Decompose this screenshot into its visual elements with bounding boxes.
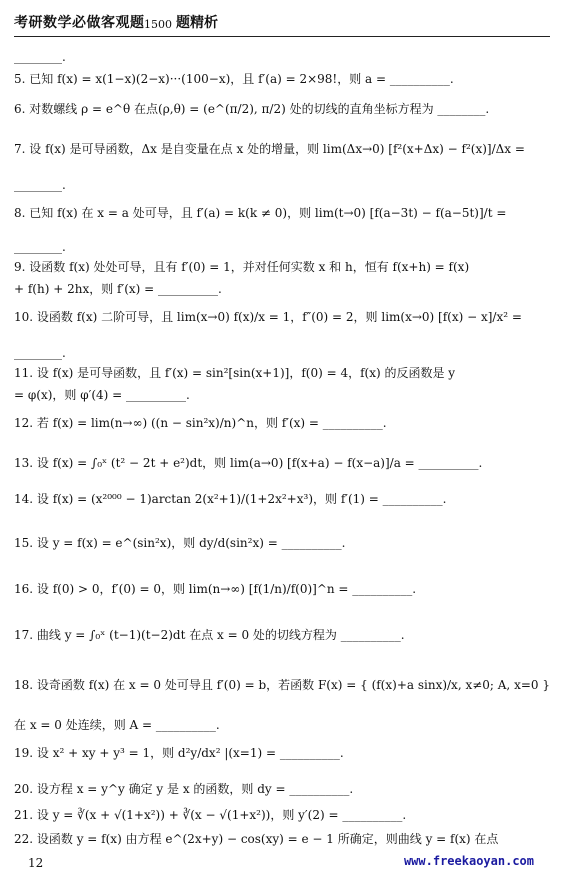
- problem-line: 10. 设函数 f(x) 二阶可导，且 lim(x→0) f(x)/x = 1，f″(0) = 2，则 lim(x→0) [f(x) − x]/x² =: [14, 310, 522, 324]
- problem-line: ________.: [14, 50, 66, 64]
- problem-line: 18. 设奇函数 f(x) 在 x = 0 处可导且 f′(0) = b，若函数 F(x) = { (f(x)+a sinx)/x, x≠0; A, x=0 }: [14, 678, 550, 692]
- problem-line: + f(h) + 2hx，则 f′(x) = __________.: [14, 282, 222, 296]
- problem-line: 13. 设 f(x) = ∫₀ˣ (t² − 2t + e²)dt，则 lim(a→0) [f(x+a) − f(x−a)]/a = __________.: [14, 456, 483, 470]
- problem-line: ________.: [14, 346, 66, 360]
- problem-line: 17. 曲线 y = ∫₀ˣ (t−1)(t−2)dt 在点 x = 0 处的切线方程为 __________.: [14, 628, 405, 642]
- problem-line: 在 x = 0 处连续，则 A = __________.: [14, 718, 220, 732]
- problem-line: 12. 若 f(x) = lim(n→∞) ((n − sin²x)/n)^n，则 f′(x) = __________.: [14, 416, 387, 430]
- problem-line: ________.: [14, 178, 66, 192]
- problem-line: 22. 设函数 y = f(x) 由方程 e^(2x+y) − cos(xy) = e − 1 所确定，则曲线 y = f(x) 在点: [14, 832, 499, 846]
- problem-line: ________.: [14, 240, 66, 254]
- problem-line: 5. 已知 f(x) = x(1−x)(2−x)···(100−x)，且 f′(a) = 2×98!，则 a = __________.: [14, 72, 454, 86]
- page-number: 12: [28, 856, 44, 870]
- problem-line: 14. 设 f(x) = (x²⁰⁰⁰ − 1)arctan 2(x²+1)/(1+2x²+x³)，则 f′(1) = __________.: [14, 492, 447, 506]
- problem-line: 16. 设 f(0) > 0，f′(0) = 0，则 lim(n→∞) [f(1/n)/f(0)]^n = __________.: [14, 582, 417, 596]
- problem-line: 9. 设函数 f(x) 处处可导，且有 f′(0) = 1，并对任何实数 x 和 h，恒有 f(x+h) = f(x): [14, 260, 470, 274]
- problem-line: 21. 设 y = ∛(x + √(1+x²)) + ∛(x − √(1+x²))，则 y′(2) = __________.: [14, 808, 407, 822]
- header-title-left: 考研数学必做客观题: [14, 15, 145, 31]
- problem-line: 19. 设 x² + xy + y³ = 1，则 d²y/dx² |(x=1) = __________.: [14, 746, 344, 760]
- problem-line: 7. 设 f(x) 是可导函数，Δx 是自变量在点 x 处的增量，则 lim(Δx→0) [f²(x+Δx) − f²(x)]/Δx =: [14, 142, 525, 156]
- problem-line: 6. 对数螺线 ρ = e^θ 在点(ρ,θ) = (e^(π/2), π/2) 处的切线的直角坐标方程为 ________.: [14, 102, 490, 116]
- problem-line: 11. 设 f(x) 是可导函数，且 f′(x) = sin²[sin(x+1)]，f(0) = 4，f(x) 的反函数是 y: [14, 366, 456, 380]
- problem-line: 8. 已知 f(x) 在 x = a 处可导，且 f′(a) = k(k ≠ 0)，则 lim(t→0) [f(a−3t) − f(a−5t)]/t =: [14, 206, 507, 220]
- problem-line: 15. 设 y = f(x) = e^(sin²x)，则 dy/d(sin²x) = __________.: [14, 536, 346, 550]
- header-title-number: 1500: [144, 18, 172, 31]
- problem-line: 20. 设方程 x = y^y 确定 y 是 x 的函数，则 dy = __________.: [14, 782, 354, 796]
- problem-line: = φ(x)，则 φ′(4) = __________.: [14, 388, 190, 402]
- page-header: [14, 8, 550, 37]
- header-title-right: 题精析: [176, 15, 218, 31]
- footer-url: www.freekaoyan.com: [403, 854, 534, 868]
